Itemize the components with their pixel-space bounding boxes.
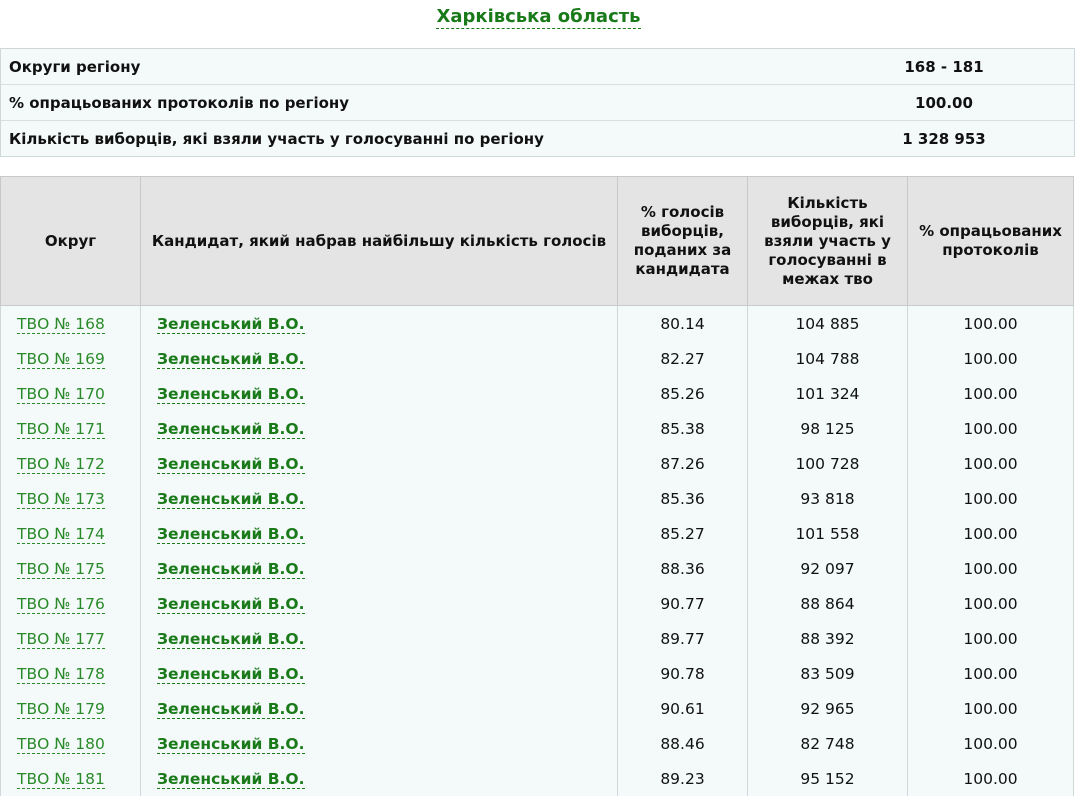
header-processed: % опрацьованих протоколів [908, 177, 1074, 306]
percent-cell: 88.36 [618, 551, 748, 586]
district-link[interactable]: ТВО № 173 [17, 490, 105, 509]
district-link[interactable]: ТВО № 172 [17, 455, 105, 474]
district-link[interactable]: ТВО № 170 [17, 385, 105, 404]
district-link[interactable]: ТВО № 177 [17, 630, 105, 649]
candidate-link[interactable]: Зеленський В.О. [157, 490, 305, 509]
processed-cell: 100.00 [908, 586, 1074, 621]
candidate-cell [141, 586, 618, 621]
district-link[interactable]: ТВО № 175 [17, 560, 105, 579]
candidate-link[interactable]: Зеленський В.О. [157, 630, 305, 649]
voters-cell: 104 885 [748, 306, 908, 342]
district-cell [1, 761, 141, 796]
district-cell [1, 446, 141, 481]
district-link[interactable]: ТВО № 169 [17, 350, 105, 369]
voters-cell: 92 965 [748, 691, 908, 726]
table-row [1, 691, 1074, 726]
district-link[interactable]: ТВО № 178 [17, 665, 105, 684]
processed-cell: 100.00 [908, 691, 1074, 726]
table-row [1, 341, 1074, 376]
voters-cell: 95 152 [748, 761, 908, 796]
processed-cell: 100.00 [908, 446, 1074, 481]
district-cell [1, 411, 141, 446]
voters-cell: 88 864 [748, 586, 908, 621]
candidate-cell [141, 376, 618, 411]
table-row [1, 516, 1074, 551]
district-link[interactable]: ТВО № 176 [17, 595, 105, 614]
processed-cell: 100.00 [908, 411, 1074, 446]
district-cell [1, 341, 141, 376]
percent-cell: 85.26 [618, 376, 748, 411]
district-link[interactable]: ТВО № 174 [17, 525, 105, 544]
table-row [1, 621, 1074, 656]
percent-cell: 85.27 [618, 516, 748, 551]
percent-cell: 90.78 [618, 656, 748, 691]
voters-cell: 100 728 [748, 446, 908, 481]
summary-row [1, 49, 1074, 85]
table-row [1, 306, 1074, 342]
header-percent: % голосів виборців, поданих за кандидата [618, 177, 748, 306]
percent-cell: 90.77 [618, 586, 748, 621]
candidate-cell [141, 481, 618, 516]
percent-cell: 89.77 [618, 621, 748, 656]
candidate-link[interactable]: Зеленський В.О. [157, 455, 305, 474]
voters-cell: 83 509 [748, 656, 908, 691]
table-row [1, 376, 1074, 411]
table-row [1, 481, 1074, 516]
district-cell [1, 726, 141, 761]
summary-row [1, 85, 1074, 121]
table-row [1, 656, 1074, 691]
district-link[interactable]: ТВО № 168 [17, 315, 105, 334]
header-district: Округ [1, 177, 141, 306]
candidate-link[interactable]: Зеленський В.О. [157, 560, 305, 579]
candidate-link[interactable]: Зеленський В.О. [157, 525, 305, 544]
percent-cell: 90.61 [618, 691, 748, 726]
district-link[interactable]: ТВО № 179 [17, 700, 105, 719]
voters-cell: 104 788 [748, 341, 908, 376]
table-header-row [1, 177, 1074, 306]
candidate-link[interactable]: Зеленський В.О. [157, 770, 305, 789]
processed-cell: 100.00 [908, 621, 1074, 656]
region-header [0, 0, 1077, 34]
header-voters: Кількість виборців, які взяли участь у голосуванні в межах тво [748, 177, 908, 306]
district-cell [1, 551, 141, 586]
processed-cell: 100.00 [908, 341, 1074, 376]
percent-cell: 87.26 [618, 446, 748, 481]
candidate-link[interactable]: Зеленський В.О. [157, 350, 305, 369]
results-table [0, 176, 1074, 796]
region-summary [0, 48, 1075, 157]
voters-cell: 82 748 [748, 726, 908, 761]
summary-label: % опрацьованих протоколів по регіону [1, 94, 864, 112]
district-cell [1, 586, 141, 621]
percent-cell: 82.27 [618, 341, 748, 376]
processed-cell: 100.00 [908, 656, 1074, 691]
processed-cell: 100.00 [908, 551, 1074, 586]
candidate-cell [141, 446, 618, 481]
table-row [1, 726, 1074, 761]
district-cell [1, 516, 141, 551]
voters-cell: 101 324 [748, 376, 908, 411]
district-link[interactable]: ТВО № 171 [17, 420, 105, 439]
candidate-link[interactable]: Зеленський В.О. [157, 315, 305, 334]
processed-cell: 100.00 [908, 481, 1074, 516]
summary-value: 100.00 [864, 94, 1074, 112]
district-cell [1, 621, 141, 656]
candidate-cell [141, 516, 618, 551]
candidate-cell [141, 726, 618, 761]
district-cell [1, 306, 141, 342]
candidate-link[interactable]: Зеленський В.О. [157, 385, 305, 404]
percent-cell: 85.36 [618, 481, 748, 516]
summary-value: 1 328 953 [864, 130, 1074, 148]
voters-cell: 93 818 [748, 481, 908, 516]
district-link[interactable]: ТВО № 180 [17, 735, 105, 754]
region-title-link[interactable]: Харківська область [436, 6, 640, 29]
voters-cell: 88 392 [748, 621, 908, 656]
processed-cell: 100.00 [908, 516, 1074, 551]
district-cell [1, 376, 141, 411]
voters-cell: 98 125 [748, 411, 908, 446]
voters-cell: 101 558 [748, 516, 908, 551]
percent-cell: 80.14 [618, 306, 748, 342]
percent-cell: 88.46 [618, 726, 748, 761]
candidate-cell [141, 761, 618, 796]
candidate-cell [141, 306, 618, 342]
table-row [1, 551, 1074, 586]
candidate-cell [141, 341, 618, 376]
district-cell [1, 656, 141, 691]
candidate-cell [141, 621, 618, 656]
district-cell [1, 481, 141, 516]
district-cell [1, 691, 141, 726]
voters-cell: 92 097 [748, 551, 908, 586]
summary-label: Округи регіону [1, 58, 864, 76]
summary-value: 168 - 181 [864, 58, 1074, 76]
candidate-cell [141, 551, 618, 586]
district-link[interactable]: ТВО № 181 [17, 770, 105, 789]
table-row [1, 586, 1074, 621]
table-row [1, 761, 1074, 796]
candidate-cell [141, 691, 618, 726]
candidate-link[interactable]: Зеленський В.О. [157, 665, 305, 684]
summary-row [1, 121, 1074, 156]
candidate-cell [141, 656, 618, 691]
candidate-link[interactable]: Зеленський В.О. [157, 595, 305, 614]
candidate-link[interactable]: Зеленський В.О. [157, 700, 305, 719]
processed-cell: 100.00 [908, 376, 1074, 411]
table-body [1, 306, 1074, 796]
table-row [1, 411, 1074, 446]
processed-cell: 100.00 [908, 306, 1074, 342]
summary-label: Кількість виборців, які взяли участь у голосуванні по регіону [1, 130, 864, 148]
table-row [1, 446, 1074, 481]
candidate-link[interactable]: Зеленський В.О. [157, 735, 305, 754]
candidate-cell [141, 411, 618, 446]
percent-cell: 85.38 [618, 411, 748, 446]
candidate-link[interactable]: Зеленський В.О. [157, 420, 305, 439]
processed-cell: 100.00 [908, 761, 1074, 796]
percent-cell: 89.23 [618, 761, 748, 796]
processed-cell: 100.00 [908, 726, 1074, 761]
header-candidate: Кандидат, який набрав найбільшу кількість голосів [141, 177, 618, 306]
